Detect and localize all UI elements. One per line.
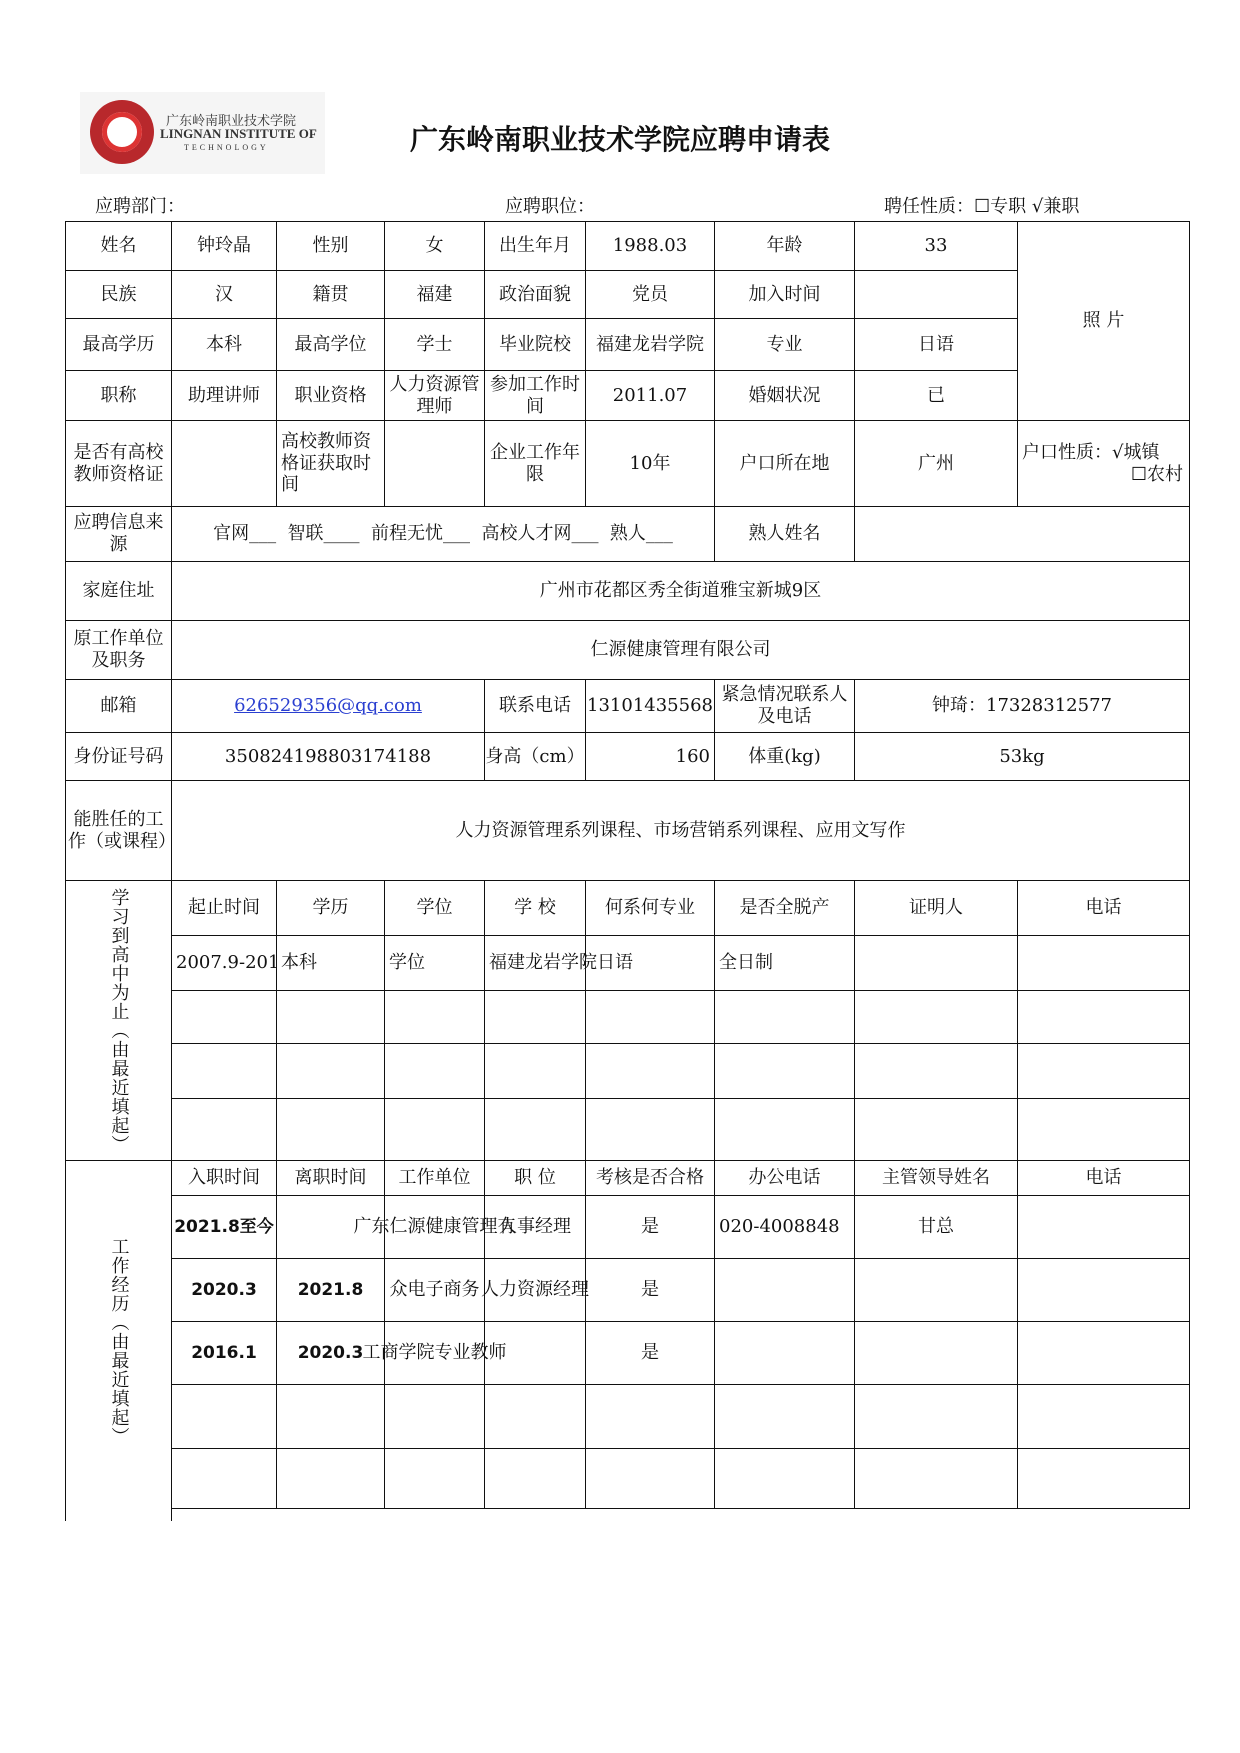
- study-cell: [715, 1099, 855, 1161]
- teacher-cert-value: [172, 421, 277, 507]
- work-header-cell: 考核是否合格: [586, 1161, 715, 1196]
- study-cell: [172, 1099, 277, 1161]
- study-cell: [855, 1044, 1018, 1099]
- study-cell: [1018, 1099, 1190, 1161]
- study-cell: [586, 936, 715, 991]
- referrer-label: 熟人姓名: [715, 507, 855, 562]
- study-cell: [1018, 936, 1190, 991]
- study-cell: [855, 1099, 1018, 1161]
- native-label: 籍贯: [277, 271, 385, 319]
- enterprise-years-label: 企业工作年限: [485, 421, 586, 507]
- email-cell: [172, 680, 485, 733]
- education-label: 最高学历: [65, 319, 172, 371]
- marital-value: 已: [855, 371, 1018, 421]
- work-cell: [172, 1385, 277, 1449]
- join-value: [855, 271, 1018, 319]
- study-cell: [172, 991, 277, 1044]
- name-value: 钟玲晶: [172, 221, 277, 271]
- work-cell: [715, 1449, 855, 1509]
- study-section-label: 学习到高中为止（由最近填起）: [65, 881, 172, 1161]
- email-link[interactable]: 626529356@qq.com: [234, 695, 422, 717]
- work-cell: 2020.3: [277, 1322, 385, 1385]
- teacher-cert-label: 是否有高校教师资格证: [65, 421, 172, 507]
- work-header-cell: 工作单位: [385, 1161, 485, 1196]
- work-cell: 是: [586, 1259, 715, 1322]
- work-cell: 众电子商务: [385, 1259, 485, 1322]
- enterprise-years-value: 10年: [586, 421, 715, 507]
- work-cell: 甘总: [855, 1196, 1018, 1259]
- employment-type: 聘任性质：☐专职 √兼职: [884, 196, 1080, 217]
- referrer-value: [855, 507, 1190, 562]
- address-value: 广州市花都区秀全街道雅宝新城9区: [172, 562, 1190, 621]
- work-cell: 2016.1: [172, 1322, 277, 1385]
- previous-employer-value: 仁源健康管理有限公司: [172, 621, 1190, 680]
- source-options: 官网___ 智联____ 前程无忧___ 高校人才网___ 熟人___: [172, 507, 715, 562]
- phone-value: 13101435568: [586, 680, 715, 733]
- logo-chinese-name: 广东岭南职业技术学院: [166, 114, 297, 129]
- job-title-label: 职称: [65, 371, 172, 421]
- previous-employer-label: 原工作单位及职务: [65, 621, 172, 680]
- ethnic-value: 汉: [172, 271, 277, 319]
- study-header-cell: 电话: [1018, 881, 1190, 936]
- marital-label: 婚姻状况: [715, 371, 855, 421]
- study-cell: [715, 1044, 855, 1099]
- work-header-cell: 离职时间: [277, 1161, 385, 1196]
- work-cell: [586, 1385, 715, 1449]
- degree-value: 学士: [385, 319, 485, 371]
- work-cell: [855, 1259, 1018, 1322]
- id-value: 350824198803174188: [172, 733, 485, 781]
- study-cell: 福建龙岩学院日语: [485, 936, 586, 991]
- job-title-value: 助理讲师: [172, 371, 277, 421]
- political-value: 党员: [586, 271, 715, 319]
- school-label: 毕业院校: [485, 319, 586, 371]
- id-label: 身份证号码: [65, 733, 172, 781]
- major-label: 专业: [715, 319, 855, 371]
- competency-value: 人力资源管理系列课程、市场营销系列课程、应用文写作: [172, 781, 1190, 881]
- major-value: 日语: [855, 319, 1018, 371]
- work-cell: [855, 1449, 1018, 1509]
- work-cell: [586, 1449, 715, 1509]
- dept-label: 应聘部门：: [95, 196, 185, 217]
- study-cell: [586, 1044, 715, 1099]
- study-header-cell: 是否全脱产: [715, 881, 855, 936]
- study-header-cell: 证明人: [855, 881, 1018, 936]
- hukou-type-rural: ☐农村: [1130, 463, 1183, 485]
- work-cell: 工商学院专业教师: [385, 1322, 485, 1385]
- hukou-label: 户口所在地: [715, 421, 855, 507]
- work-cell: [485, 1449, 586, 1509]
- competency-label: 能胜任的工作（或课程）: [65, 781, 172, 881]
- work-cell: [715, 1385, 855, 1449]
- study-cell: [1018, 1044, 1190, 1099]
- study-cell: [485, 1099, 586, 1161]
- weight-label: 体重(kg): [715, 733, 855, 781]
- phone-label: 联系电话: [485, 680, 586, 733]
- work-header-cell: 办公电话: [715, 1161, 855, 1196]
- emergency-contact-label: 紧急情况联系人及电话: [715, 680, 855, 733]
- work-cell: 是: [586, 1196, 715, 1259]
- name-label: 姓名: [65, 221, 172, 271]
- study-cell: [586, 1099, 715, 1161]
- study-cell: [385, 991, 485, 1044]
- photo-box: 照 片: [1018, 221, 1190, 421]
- education-value: 本科: [172, 319, 277, 371]
- work-cell: [855, 1385, 1018, 1449]
- study-cell: [485, 1044, 586, 1099]
- work-cell: [485, 1385, 586, 1449]
- logo-english-name: LINGNAN INSTITUTE OF: [160, 126, 317, 141]
- work-cell: 人力资源经理: [485, 1259, 586, 1322]
- application-form-table: [65, 221, 1205, 1521]
- work-cell: 2021.8至今: [172, 1196, 277, 1259]
- work-cell: [172, 1449, 277, 1509]
- height-label: 身高（cm）: [485, 733, 586, 781]
- study-cell: [172, 1044, 277, 1099]
- hukou-type: [1018, 421, 1190, 507]
- study-header-cell: 起止时间: [172, 881, 277, 936]
- native-value: 福建: [385, 271, 485, 319]
- study-header-cell: 学 校: [485, 881, 586, 936]
- work-header-cell: 职 位: [485, 1161, 586, 1196]
- study-cell: [715, 991, 855, 1044]
- study-cell: [277, 1044, 385, 1099]
- form-title: 广东岭南职业技术学院应聘申请表: [409, 123, 830, 156]
- work-header-cell: 主管领导姓名: [855, 1161, 1018, 1196]
- work-cell: [715, 1259, 855, 1322]
- study-cell: [385, 1044, 485, 1099]
- work-cell: [1018, 1449, 1190, 1509]
- degree-label: 最高学位: [277, 319, 385, 371]
- work-section-label: 工作经历（由最近填起）: [65, 1161, 172, 1521]
- work-start-value: 2011.07: [586, 371, 715, 421]
- email-label: 邮箱: [65, 680, 172, 733]
- study-cell: 2007.9-201: [172, 936, 277, 991]
- study-cell: [855, 991, 1018, 1044]
- work-cell: [485, 1322, 586, 1385]
- study-cell: [277, 991, 385, 1044]
- height-value: 160: [586, 733, 715, 781]
- study-cell: 全日制: [715, 936, 855, 991]
- work-cell: 2020.3: [172, 1259, 277, 1322]
- study-cell: [1018, 991, 1190, 1044]
- study-cell: [586, 991, 715, 1044]
- work-cell: [1018, 1385, 1190, 1449]
- study-header-cell: 学历: [277, 881, 385, 936]
- work-cell: [1018, 1196, 1190, 1259]
- work-cell: [855, 1322, 1018, 1385]
- logo-english-name-2: TECHNOLOGY: [184, 143, 269, 152]
- work-cell: 人事经理: [485, 1196, 586, 1259]
- work-cell: 广东仁源健康管理有: [385, 1196, 485, 1259]
- join-label: 加入时间: [715, 271, 855, 319]
- age-value: 33: [855, 221, 1018, 271]
- address-label: 家庭住址: [65, 562, 172, 621]
- source-label: 应聘信息来源: [65, 507, 172, 562]
- weight-value: 53kg: [855, 733, 1190, 781]
- cert-time-value: [385, 421, 485, 507]
- work-cell: 是: [586, 1322, 715, 1385]
- gender-label: 性别: [277, 221, 385, 271]
- work-start-label: 参加工作时间: [485, 371, 586, 421]
- qualification-label: 职业资格: [277, 371, 385, 421]
- work-cell: [277, 1385, 385, 1449]
- birth-label: 出生年月: [485, 221, 586, 271]
- emergency-contact-value: 钟琦：17328312577: [855, 680, 1190, 733]
- study-cell: [277, 1099, 385, 1161]
- work-cell: [385, 1385, 485, 1449]
- political-label: 政治面貌: [485, 271, 586, 319]
- birth-value: 1988.03: [586, 221, 715, 271]
- work-cell: [1018, 1259, 1190, 1322]
- work-cell: [1018, 1322, 1190, 1385]
- work-header-cell: 电话: [1018, 1161, 1190, 1196]
- work-cell: 2021.8: [277, 1259, 385, 1322]
- age-label: 年龄: [715, 221, 855, 271]
- cert-time-label: 高校教师资格证获取时间: [277, 421, 385, 507]
- study-header-cell: 何系何专业: [586, 881, 715, 936]
- ethnic-label: 民族: [65, 271, 172, 319]
- study-header-cell: 学位: [385, 881, 485, 936]
- hukou-type-urban: 户口性质：√城镇: [1022, 441, 1160, 463]
- hukou-value: 广州: [855, 421, 1018, 507]
- work-header-cell: 入职时间: [172, 1161, 277, 1196]
- school-value: 福建龙岩学院: [586, 319, 715, 371]
- gender-value: 女: [385, 221, 485, 271]
- study-cell: [855, 936, 1018, 991]
- work-cell: [277, 1449, 385, 1509]
- position-label: 应聘职位：: [505, 196, 595, 217]
- work-cell: 020-4008848: [715, 1196, 855, 1259]
- study-cell: [485, 991, 586, 1044]
- study-cell: [385, 1099, 485, 1161]
- work-cell: [385, 1449, 485, 1509]
- work-cell: [715, 1322, 855, 1385]
- study-cell: 学位: [385, 936, 485, 991]
- study-cell: 本科: [277, 936, 385, 991]
- qualification-value: 人力资源管理师: [385, 371, 485, 421]
